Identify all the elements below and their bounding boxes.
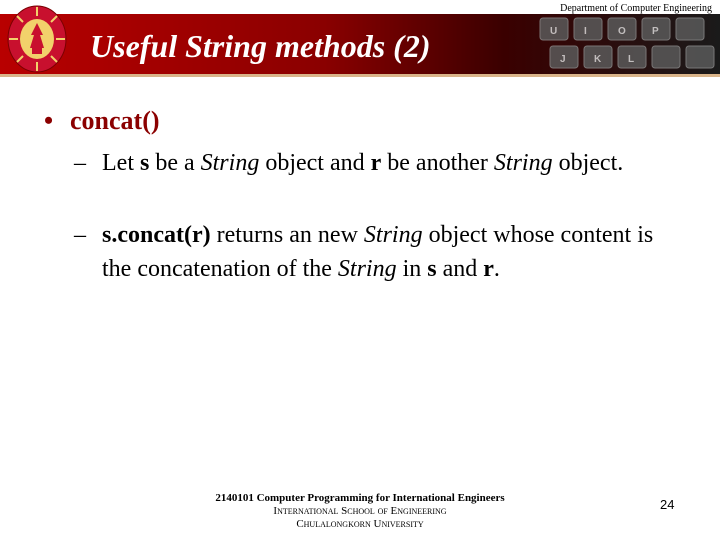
sub-point-text: s.concat(r) returns an new String object whose content is the concatenation of the String in s and r.	[102, 222, 654, 282]
sub-point-text: Let s be a String object and r be another String object.	[102, 150, 624, 176]
svg-text:U: U	[550, 26, 558, 37]
slide-header	[0, 0, 720, 82]
sub-point-returns	[74, 218, 654, 286]
bullet-concat	[44, 106, 160, 136]
course-name: 2140101 Computer Programming for International Engineers	[215, 492, 505, 504]
svg-text:J: J	[560, 54, 566, 65]
bullet-label: concat()	[70, 106, 160, 135]
bullet-dot-icon: •	[44, 106, 54, 135]
svg-text:L: L	[628, 54, 635, 65]
keyboard-image	[520, 14, 720, 74]
dash-icon: –	[74, 150, 86, 176]
university-name: Chulalongkorn University	[296, 518, 424, 530]
university-logo-icon	[6, 4, 68, 74]
school-name: International School of Engineering	[273, 505, 447, 517]
svg-text:P: P	[652, 26, 659, 37]
slide-footer	[150, 492, 570, 531]
page-number: 24	[660, 497, 675, 512]
svg-text:K: K	[594, 54, 602, 65]
department-label: Department of Computer Engineering	[560, 3, 712, 14]
header-divider	[0, 74, 720, 77]
svg-text:O: O	[618, 26, 626, 37]
sub-point-definition	[74, 146, 654, 180]
svg-text:I: I	[584, 26, 587, 37]
slide-title: Useful String methods (2)	[90, 28, 431, 64]
dash-icon: –	[74, 222, 86, 248]
